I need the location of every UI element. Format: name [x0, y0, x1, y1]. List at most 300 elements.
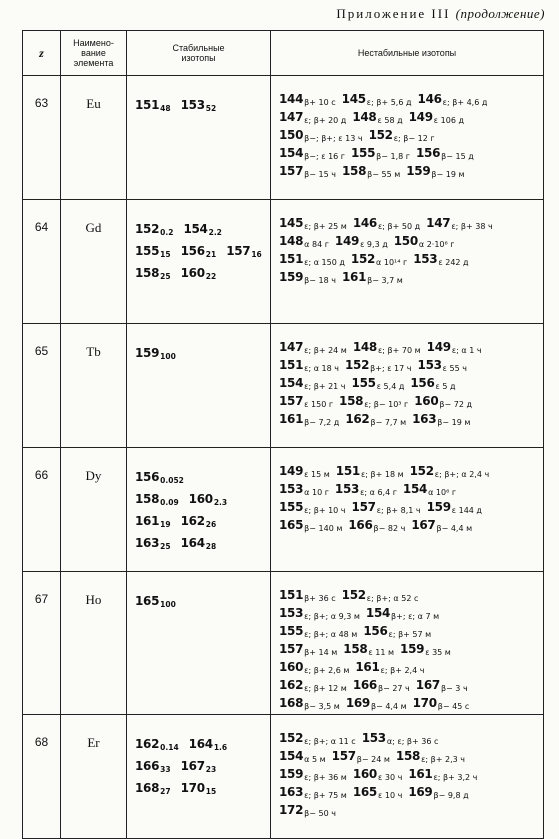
mass-number: 156 [410, 376, 435, 390]
unstable-isotope [346, 696, 407, 714]
unstable-line [279, 482, 539, 500]
element-symbol: Dy [61, 448, 127, 572]
unstable-isotope [279, 128, 363, 146]
unstable-line [279, 803, 539, 821]
decay-info: ε; β+ 36 м [304, 773, 347, 782]
mass-number: 147 [279, 340, 304, 354]
decay-info: ε 242 д [438, 258, 469, 267]
mass-number: 151 [335, 464, 360, 478]
unstable-isotope [279, 642, 337, 660]
element-symbol: Ho [61, 572, 127, 715]
mass-number: 147 [426, 216, 451, 230]
table-row [23, 324, 544, 448]
unstable-isotope [345, 412, 406, 430]
table-row [23, 572, 544, 715]
mass-number: 161 [341, 270, 367, 284]
mass-number: 153 [361, 731, 386, 745]
mass-number: 153 [417, 358, 442, 372]
unstable-isotopes-cell [271, 76, 544, 200]
mass-number: 160 [188, 492, 213, 506]
stable-isotope [181, 534, 217, 556]
abundance: 0.2 [160, 228, 174, 237]
abundance: 15 [205, 787, 217, 796]
mass-number: 160 [180, 266, 205, 280]
mass-number: 157 [331, 749, 356, 763]
unstable-isotope [279, 252, 345, 270]
unstable-line [279, 234, 539, 252]
mass-number: 157 [279, 394, 304, 408]
mass-number: 150 [279, 128, 304, 142]
mass-number: 155 [135, 244, 160, 258]
unstable-isotope [418, 92, 488, 110]
mass-number: 158 [135, 266, 160, 280]
mass-number: 162 [279, 678, 304, 692]
element-symbol: Gd [61, 200, 127, 324]
stable-line [135, 96, 266, 118]
mass-number: 158 [135, 492, 160, 506]
stable-isotope [183, 220, 221, 242]
mass-number: 155 [351, 146, 376, 160]
unstable-isotope [394, 234, 455, 252]
mass-number: 152 [279, 731, 304, 745]
stable-line [135, 344, 266, 366]
col-header-unstable: Нестабильные изотопы [271, 31, 544, 76]
mass-number: 159 [426, 500, 451, 514]
mass-number: 168 [279, 696, 304, 710]
decay-info: ε; β+ 70 м [377, 346, 421, 355]
unstable-isotope [342, 164, 400, 182]
decay-info: ε; β+ 3,2 ч [433, 773, 478, 782]
decay-info: ε 30 ч [377, 773, 403, 782]
mass-number: 169 [408, 785, 433, 799]
unstable-line [279, 92, 539, 110]
unstable-isotope [279, 358, 339, 376]
stable-isotope [135, 468, 184, 490]
mass-number: 152 [341, 588, 366, 602]
decay-info: β− 72 д [439, 400, 473, 409]
mass-number: 145 [341, 92, 366, 106]
unstable-isotope [362, 731, 439, 749]
atomic-number: 68 [23, 715, 61, 839]
unstable-isotope [336, 464, 404, 482]
stable-isotope [135, 592, 176, 614]
element-symbol: Tb [61, 324, 127, 448]
unstable-line [279, 216, 539, 234]
unstable-isotope [352, 376, 405, 394]
abundance: 15 [160, 250, 171, 259]
mass-number: 159 [135, 346, 160, 360]
decay-info: β− 9,8 д [433, 791, 469, 800]
unstable-line [279, 270, 539, 288]
decay-info: ε 11 м [368, 648, 395, 657]
unstable-line [279, 731, 539, 749]
unstable-isotope [353, 767, 402, 785]
decay-info: α 5 м [304, 755, 326, 764]
mass-number: 166 [135, 759, 160, 773]
decay-info: β−; β+; ε 13 ч [304, 134, 363, 143]
stable-isotope [135, 512, 171, 534]
mass-number: 154 [279, 146, 304, 160]
decay-info: ε 144 д [451, 506, 482, 515]
unstable-isotope [279, 785, 347, 803]
decay-info: α 10 г [304, 488, 329, 497]
decay-info: β− 18 ч [304, 276, 336, 285]
unstable-isotope [342, 270, 403, 288]
stable-isotope [181, 96, 217, 118]
stable-isotope [135, 264, 171, 286]
mass-number: 167 [180, 759, 205, 773]
mass-number: 156 [180, 244, 205, 258]
mass-number: 156 [415, 146, 441, 160]
unstable-isotopes-cell [271, 324, 544, 448]
stable-line [135, 534, 266, 556]
decay-info: β+ 36 с [304, 594, 336, 603]
mass-number: 168 [135, 781, 160, 795]
mass-number: 163 [279, 785, 304, 799]
mass-number: 157 [351, 500, 376, 514]
abundance: 28 [205, 542, 217, 551]
unstable-line [279, 749, 539, 767]
unstable-isotope [403, 482, 456, 500]
mass-number: 155 [279, 624, 304, 638]
decay-info: ε; β+ 20 д [304, 116, 347, 125]
abundance: 16 [251, 250, 262, 259]
abundance: 100 [160, 600, 176, 609]
stable-isotope [181, 242, 217, 264]
unstable-isotope [351, 146, 410, 164]
mass-number: 170 [180, 781, 205, 795]
decay-info: ε; α 18 ч [304, 364, 339, 373]
unstable-line [279, 412, 539, 430]
unstable-line [279, 376, 539, 394]
decay-info: β− 140 м [304, 524, 343, 533]
mass-number: 165 [352, 785, 377, 799]
unstable-isotopes-cell [271, 715, 544, 839]
mass-number: 163 [412, 412, 437, 426]
abundance: 100 [160, 352, 176, 361]
stable-isotopes-cell [127, 715, 271, 839]
stable-isotope [181, 512, 217, 534]
mass-number: 153 [413, 252, 438, 266]
decay-info: ε; β+; α 48 м [304, 630, 358, 639]
mass-number: 154 [365, 606, 391, 620]
mass-number: 165 [279, 518, 304, 532]
stable-isotope [181, 264, 217, 286]
mass-number: 165 [135, 594, 160, 608]
decay-info: ε; α 6,4 г [360, 488, 397, 497]
mass-number: 161 [355, 660, 380, 674]
decay-info: ε; β+; α 9,3 м [304, 612, 360, 621]
decay-info: ε; β+ 75 м [304, 791, 347, 800]
unstable-isotope [332, 749, 390, 767]
decay-info: β+ 14 м [304, 648, 338, 657]
unstable-line [279, 660, 539, 678]
mass-number: 149 [426, 340, 451, 354]
unstable-isotope [413, 252, 468, 270]
unstable-isotope [410, 464, 490, 482]
decay-info: β− 45 с [437, 702, 470, 711]
mass-number: 156 [363, 624, 388, 638]
unstable-isotope [410, 376, 455, 394]
unstable-isotope [279, 606, 360, 624]
mass-number: 149 [334, 234, 360, 248]
decay-info: ε 9,3 д [360, 240, 388, 249]
decay-info: β− 7,2 д [304, 418, 340, 427]
unstable-isotope [279, 340, 347, 358]
unstable-isotope [279, 270, 336, 288]
unstable-isotope [279, 92, 336, 110]
mass-number: 157 [279, 642, 304, 656]
decay-info: β− 55 м [367, 170, 401, 179]
mass-number: 157 [279, 164, 304, 178]
decay-info: α 10⁶ г [428, 488, 457, 497]
mass-number: 157 [226, 244, 251, 258]
abundance: 25 [160, 542, 171, 551]
abundance: 0.14 [160, 743, 179, 752]
unstable-isotope [355, 660, 424, 678]
mass-number: 162 [135, 737, 160, 751]
unstable-isotope [279, 464, 330, 482]
mass-number: 169 [345, 696, 370, 710]
table-row [23, 448, 544, 572]
unstable-isotope [412, 412, 470, 430]
col-header-element [61, 31, 127, 76]
mass-number: 161 [279, 412, 304, 426]
unstable-line [279, 678, 539, 696]
mass-number: 152 [409, 464, 434, 478]
decay-info: ε; β+ 18 м [360, 470, 404, 479]
unstable-line [279, 464, 539, 482]
unstable-isotope [353, 340, 421, 358]
mass-number: 167 [415, 678, 440, 692]
abundance: 0.09 [160, 498, 179, 507]
mass-number: 160 [414, 394, 439, 408]
unstable-isotope [414, 394, 472, 412]
appendix-continuation: (продолжение) [455, 6, 545, 21]
decay-info: ε; β+ 50 д [377, 222, 421, 231]
mass-number: 149 [279, 464, 304, 478]
unstable-isotope [279, 767, 347, 785]
unstable-line [279, 785, 539, 803]
decay-info: ε; β+ 12 м [304, 684, 347, 693]
decay-info: β− 27 ч [377, 684, 410, 693]
abundance: 52 [205, 104, 217, 113]
mass-number: 166 [348, 518, 373, 532]
atomic-number: 67 [23, 572, 61, 715]
element-symbol: Er [61, 715, 127, 839]
unstable-isotope [335, 234, 388, 252]
decay-info: ε; β+ 2,3 ч [421, 755, 465, 764]
atomic-number: 65 [23, 324, 61, 448]
decay-info: ε; β+ 21 ч [304, 382, 346, 391]
decay-info: α 84 г [304, 240, 329, 249]
unstable-isotope [279, 624, 357, 642]
unstable-isotope [427, 500, 482, 518]
mass-number: 153 [180, 98, 205, 112]
decay-info: ε 55 ч [442, 364, 467, 373]
mass-number: 158 [339, 394, 364, 408]
mass-number: 161 [408, 767, 433, 781]
mass-number: 149 [408, 110, 433, 124]
stable-line [135, 592, 266, 614]
decay-info: ε; α 1 ч [451, 346, 482, 355]
mass-number: 154 [279, 749, 304, 763]
mass-number: 154 [183, 222, 208, 236]
unstable-line [279, 252, 539, 270]
mass-number: 152 [135, 222, 160, 236]
decay-info: ε; β+ 10 ч [304, 506, 346, 515]
mass-number: 145 [279, 216, 304, 230]
stable-isotopes-cell [127, 448, 271, 572]
unstable-isotope [427, 340, 482, 358]
unstable-isotope [279, 234, 329, 252]
mass-number: 150 [393, 234, 418, 248]
table-row [23, 200, 544, 324]
decay-info: ε; β− 12 г [393, 134, 435, 143]
abundance: 27 [160, 787, 171, 796]
unstable-line [279, 696, 539, 714]
mass-number: 154 [279, 376, 304, 390]
stable-isotope [135, 534, 171, 556]
mass-number: 159 [406, 164, 431, 178]
unstable-line [279, 588, 539, 606]
decay-info: β− 50 ч [304, 809, 336, 818]
abundance: 19 [160, 520, 171, 529]
unstable-isotope [279, 500, 346, 518]
stable-isotopes-cell [127, 572, 271, 715]
decay-info: β− 15 ч [304, 170, 336, 179]
stable-isotope [189, 490, 227, 512]
decay-info: ε 10 ч [377, 791, 403, 800]
unstable-isotope [279, 660, 349, 678]
abundance: 22 [205, 272, 217, 281]
decay-info: ε; β− 10³ г [364, 400, 409, 409]
unstable-isotope [279, 749, 326, 767]
stable-line [135, 242, 266, 264]
mass-number: 156 [135, 470, 160, 484]
abundance: 26 [205, 520, 217, 529]
unstable-isotope [279, 394, 333, 412]
unstable-isotope [335, 482, 397, 500]
unstable-isotopes-cell [271, 572, 544, 715]
unstable-isotope [353, 216, 420, 234]
unstable-isotope [369, 128, 435, 146]
mass-number: 166 [352, 678, 377, 692]
unstable-line [279, 394, 539, 412]
table-row [23, 76, 544, 200]
decay-info: β− 7,7 м [370, 418, 407, 427]
unstable-isotope [279, 588, 336, 606]
stable-isotope [135, 220, 173, 242]
mass-number: 160 [279, 660, 304, 674]
mass-number: 148 [352, 110, 377, 124]
unstable-isotope [279, 216, 347, 234]
decay-info: ε 5 д [435, 382, 456, 391]
decay-info: α 10¹⁴ г [376, 258, 408, 267]
mass-number: 167 [411, 518, 436, 532]
unstable-isotope [279, 678, 347, 696]
abundance: 25 [160, 272, 171, 281]
unstable-isotopes-cell [271, 200, 544, 324]
mass-number: 161 [135, 514, 160, 528]
decay-info: ε 35 м [425, 648, 451, 657]
unstable-isotope [418, 358, 467, 376]
mass-number: 152 [368, 128, 393, 142]
decay-info: ε; β+ 2,4 ч [380, 666, 425, 675]
mass-number: 144 [279, 92, 304, 106]
unstable-isotope [353, 678, 410, 696]
decay-info: ε 58 д [377, 116, 403, 125]
mass-number: 172 [279, 803, 304, 817]
decay-info: ε; β+ 5,6 д [366, 98, 412, 107]
stable-line [135, 779, 266, 801]
col-header-stable [127, 31, 271, 76]
unstable-isotope [363, 624, 431, 642]
unstable-line [279, 146, 539, 164]
isotope-table [22, 30, 544, 839]
mass-number: 153 [279, 606, 304, 620]
decay-info: β− 15 д [441, 152, 474, 161]
unstable-isotope [426, 216, 493, 234]
stable-line [135, 512, 266, 534]
stable-line [135, 490, 266, 512]
unstable-line [279, 642, 539, 660]
stable-line [135, 735, 266, 757]
unstable-isotope [353, 785, 402, 803]
mass-number: 158 [341, 164, 367, 178]
decay-info: ε 150 г [304, 400, 334, 409]
abundance: 0.052 [160, 476, 184, 485]
stable-isotope [135, 242, 171, 264]
decay-info: ε; β+ 57 м [388, 630, 432, 639]
decay-info: ε; β+; α 11 с [304, 737, 356, 746]
decay-info: β+; ε; α 7 м [391, 612, 440, 621]
atomic-number: 66 [23, 448, 61, 572]
unstable-line [279, 767, 539, 785]
decay-info: β− 4,4 м [370, 702, 407, 711]
unstable-isotope [413, 696, 470, 714]
mass-number: 159 [400, 642, 425, 656]
col-header-element-text: Наимено- вание элемента [73, 38, 114, 68]
mass-number: 151 [279, 588, 304, 602]
mass-number: 164 [188, 737, 213, 751]
mass-number: 152 [344, 358, 370, 372]
unstable-isotope [279, 482, 329, 500]
decay-info: ε 5,4 д [376, 382, 405, 391]
unstable-isotope [366, 606, 439, 624]
stable-isotope [181, 779, 217, 801]
mass-number: 155 [351, 376, 376, 390]
decay-info: β−; ε 16 г [304, 152, 345, 161]
abundance: 48 [160, 104, 171, 113]
col-header-z: z [23, 31, 61, 76]
mass-number: 159 [279, 270, 304, 284]
unstable-isotope [352, 500, 421, 518]
decay-info: β− 3,7 м [367, 276, 403, 285]
decay-info: β− 1,8 г [376, 152, 410, 161]
mass-number: 160 [352, 767, 377, 781]
mass-number: 159 [279, 767, 304, 781]
unstable-isotope [342, 92, 412, 110]
unstable-isotope [342, 588, 419, 606]
abundance: 23 [205, 765, 217, 774]
stable-isotope [135, 735, 179, 757]
unstable-isotope [400, 642, 451, 660]
decay-info: β− 3 ч [440, 684, 468, 693]
unstable-isotope [396, 749, 465, 767]
unstable-isotope [279, 412, 339, 430]
unstable-isotope [279, 696, 340, 714]
